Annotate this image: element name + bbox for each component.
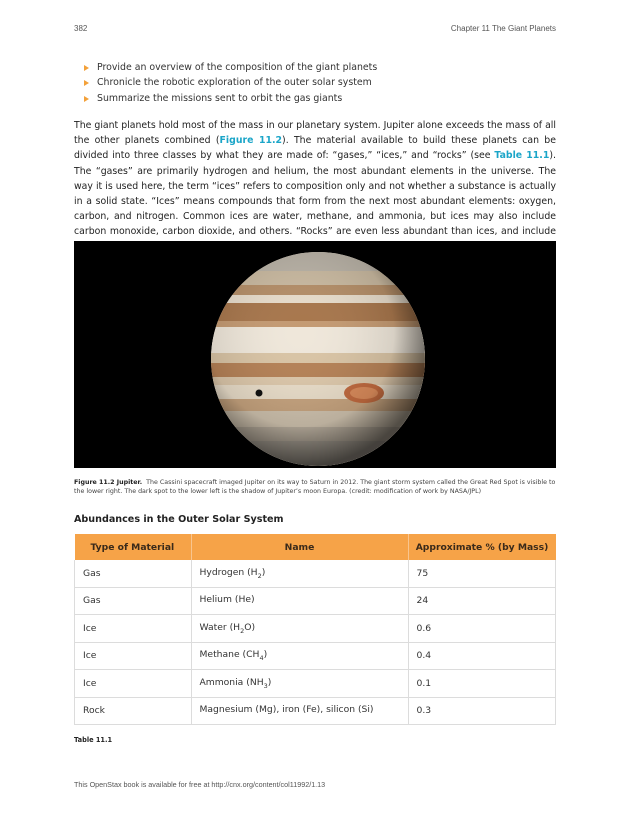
material-percent: 0.6 bbox=[408, 615, 556, 643]
objective-item: Provide an overview of the composition of the giant planets bbox=[84, 60, 377, 75]
learning-objectives bbox=[84, 60, 377, 106]
material-percent: 24 bbox=[408, 587, 556, 615]
jupiter-image bbox=[74, 241, 556, 468]
material-name: Hydrogen $(H_2)$ bbox=[191, 560, 408, 587]
material-type: Rock bbox=[75, 697, 192, 725]
material-name: Magnesium (Mg), iron (Fe), silicon (Si) bbox=[191, 697, 408, 725]
material-type: Ice bbox=[75, 642, 192, 670]
figure-label: Figure 11.2 Jupiter. bbox=[74, 479, 143, 486]
material-name: Helium (He) bbox=[191, 587, 408, 615]
column-header: Type of Material bbox=[75, 534, 192, 560]
abundances-table bbox=[74, 534, 556, 725]
material-type: Gas bbox=[75, 587, 192, 615]
material-name: Water $(H_2O)$ bbox=[191, 615, 408, 643]
material-type: Gas bbox=[75, 560, 192, 587]
bullet-arrow-icon bbox=[84, 80, 89, 86]
table-row bbox=[75, 560, 556, 587]
table-header-row bbox=[75, 534, 556, 560]
bullet-arrow-icon bbox=[84, 96, 89, 102]
table-row bbox=[75, 697, 556, 725]
table-row bbox=[75, 587, 556, 615]
column-header: Name bbox=[191, 534, 408, 560]
table-title: Abundances in the Outer Solar System bbox=[74, 514, 284, 525]
material-percent: 0.3 bbox=[408, 697, 556, 725]
column-header: Approximate % (by Mass) bbox=[408, 534, 556, 560]
material-type: Ice bbox=[75, 615, 192, 643]
body-paragraph: The giant planets hold most of the mass in our planetary system. Jupiter alone exceeds the mass of all the other planets combined (Figure 11.2). The material available to build these planets can be divided into three classes by what they are made of: “gases,” “ices,” and “rocks” (see Table 11.1). The “gases” are primarily hydrogen and helium, the most abundant elements in the universe. The way it is used here, the term “ices” refers to composition only and not whether a substance is actually in a solid state. “Ices” means compounds that form from the next most abundant elements: oxygen, carbon, and nitrogen. Common ices are water, methane, and ammonia, but ices may also include carbon monoxide, carbon dioxide, and others. “Rocks” are even less abundant than ices, and include bbox=[74, 120, 556, 238]
table-label: Table 11.1 bbox=[74, 736, 113, 744]
objective-item: Chronicle the robotic exploration of the outer solar system bbox=[84, 75, 377, 90]
table-link[interactable]: Table 11.1 bbox=[494, 150, 550, 162]
table-row bbox=[75, 642, 556, 670]
jupiter-illustration bbox=[74, 241, 556, 468]
page-number: 382 bbox=[74, 24, 88, 33]
material-percent: 75 bbox=[408, 560, 556, 587]
chapter-title: Chapter 11 The Giant Planets bbox=[450, 24, 556, 33]
material-name: Methane $(CH_4)$ bbox=[191, 642, 408, 670]
table-row bbox=[75, 670, 556, 698]
material-percent: 0.4 bbox=[408, 642, 556, 670]
material-name: Ammonia $(NH_3)$ bbox=[191, 670, 408, 698]
figure-caption: Figure 11.2 Jupiter. The Cassini spacecraft imaged Jupiter on its way to Saturn in 2012. The giant storm system called the Great Red Spot is visible to the lower right. The dark spot to the lower left is the shadow of Jupiter’s moon Europa. (credit: modification of work by NASA/JPL) bbox=[74, 479, 556, 495]
page-footer: This OpenStax book is available for free at http://cnx.org/content/col11992/1.13 bbox=[74, 780, 326, 789]
material-type: Ice bbox=[75, 670, 192, 698]
figure-link[interactable]: Figure 11.2 bbox=[219, 135, 283, 147]
bullet-arrow-icon bbox=[84, 65, 89, 71]
objective-item: Summarize the missions sent to orbit the gas giants bbox=[84, 91, 377, 106]
material-percent: 0.1 bbox=[408, 670, 556, 698]
table-row bbox=[75, 615, 556, 643]
